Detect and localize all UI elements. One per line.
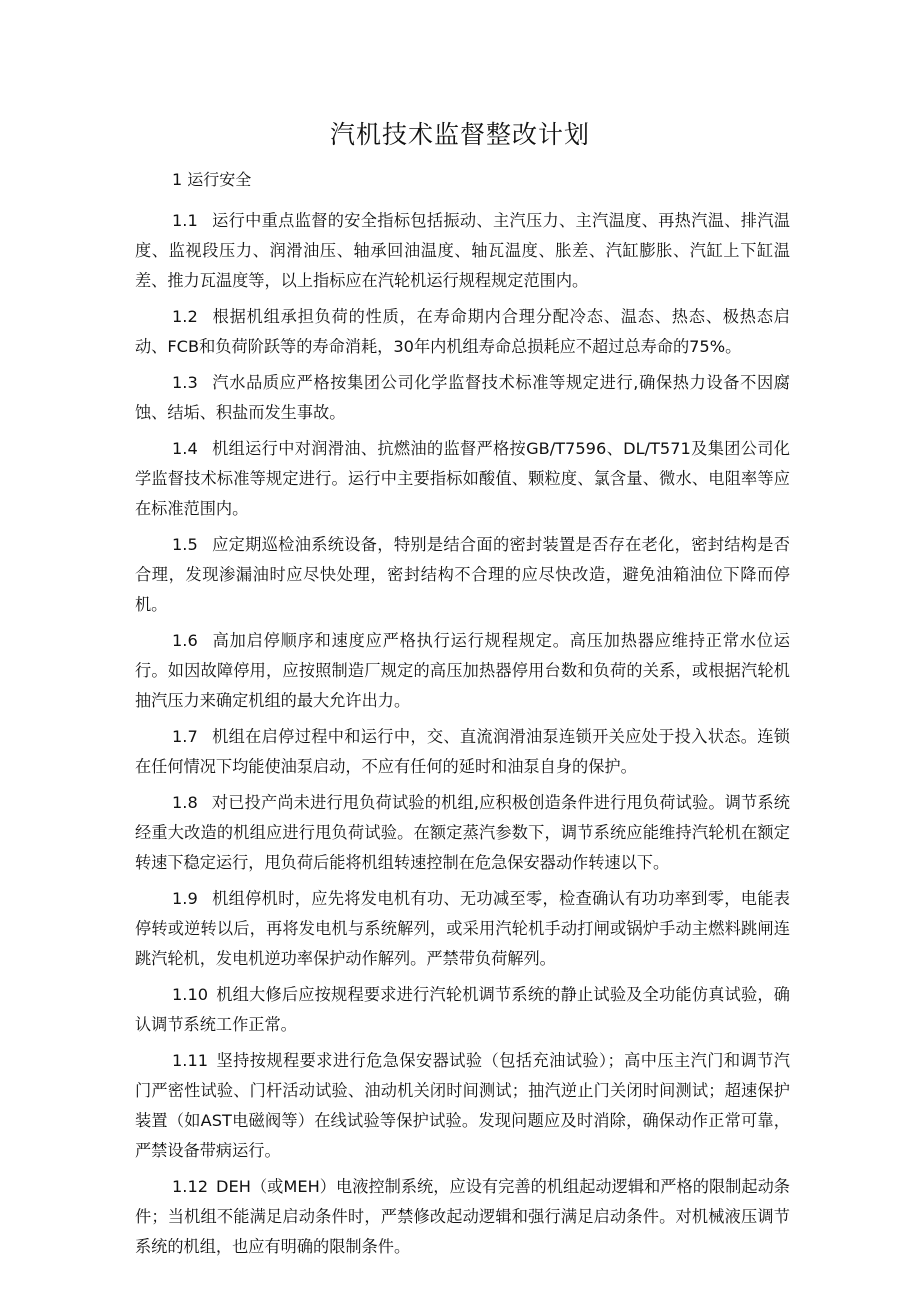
paragraph-number: 1.1 xyxy=(172,211,198,230)
paragraph-number: 1.6 xyxy=(172,631,198,650)
paragraph-text: 根据机组承担负荷的性质，在寿命期内合理分配冷态、温态、热态、极热态启动、FCB和负荷阶跃等的寿命消耗，30年内机组寿命总损耗应不超过总寿命的75%。 xyxy=(135,307,790,356)
paragraph-text: 坚持按规程要求进行危急保安器试验（包括充油试验）；高中压主汽门和调节汽门严密性试验、门杆活动试验、油动机关闭时间测试；抽汽逆止门关闭时间测试；超速保护装置（如AST电磁阀等）在线试验等保护试验。发现问题应及时消除，确保动作正常可靠，严禁设备带病运行。 xyxy=(135,1051,790,1160)
document-title: 汽机技术监督整改计划 xyxy=(329,120,590,149)
paragraph-text: 机组大修后应按规程要求进行汽轮机调节系统的静止试验及全功能仿真试验，确认调节系统工作正常。 xyxy=(135,985,790,1034)
paragraph-number: 1.5 xyxy=(172,535,198,554)
paragraph-text: 对已投产尚未进行甩负荷试验的机组,应积极创造条件进行甩负荷试验。调节系统经重大改造的机组应进行甩负荷试验。在额定蒸汽参数下，调节系统应能维持汽轮机在额定转速下稳定运行，甩负荷后能将机组转速控制在危急保安器动作转速以下。 xyxy=(135,793,790,872)
paragraph xyxy=(135,884,790,974)
paragraph-number: 1.2 xyxy=(172,307,198,326)
paragraph xyxy=(135,434,790,524)
paragraph xyxy=(135,788,790,878)
paragraph xyxy=(135,302,790,362)
paragraph-number: 1.4 xyxy=(172,439,198,458)
paragraph-text: 应定期巡检油系统设备，特别是结合面的密封装置是否存在老化，密封结构是否合理，发现渗漏油时应尽快处理，密封结构不合理的应尽快改造，避免油箱油位下降而停机。 xyxy=(135,535,790,614)
paragraph xyxy=(135,1172,790,1262)
paragraph-number: 1.7 xyxy=(172,727,198,746)
paragraph xyxy=(135,530,790,620)
paragraph xyxy=(135,980,790,1040)
paragraph-text: 机组停机时，应先将发电机有功、无功减至零，检查确认有功功率到零，电能表停转或逆转以后，再将发电机与系统解列，或采用汽轮机手动打闸或锅炉手动主燃料跳闸连跳汽轮机，发电机逆功率保护动作解列。严禁带负荷解列。 xyxy=(135,889,790,968)
paragraph-number: 1.9 xyxy=(172,889,198,908)
paragraph-number: 1.12 xyxy=(172,1177,209,1196)
paragraph-text: 机组运行中对润滑油、抗燃油的监督严格按GB/T7596、DL/T571及集团公司化学监督技术标准等规定进行。运行中主要指标如酸值、颗粒度、氯含量、微水、电阻率等应在标准范围内。 xyxy=(135,439,790,518)
paragraph xyxy=(135,722,790,782)
paragraph-number: 1.3 xyxy=(172,373,198,392)
paragraph-text: 高加启停顺序和速度应严格执行运行规程规定。高压加热器应维持正常水位运行。如因故障停用，应按照制造厂规定的高压加热器停用台数和负荷的关系，或根据汽轮机抽汽压力来确定机组的最大允许出力。 xyxy=(135,631,790,710)
paragraph-number: 1.8 xyxy=(172,793,198,812)
document-body xyxy=(135,206,790,1268)
paragraph-text: DEH（或MEH）电液控制系统，应设有完善的机组起动逻辑和严格的限制起动条件；当机组不能满足启动条件时，严禁修改起动逻辑和强行满足启动条件。对机械液压调节系统的机组，也应有明确的限制条件。 xyxy=(135,1177,790,1256)
paragraph-number: 1.11 xyxy=(172,1051,209,1070)
paragraph-text: 运行中重点监督的安全指标包括振动、主汽压力、主汽温度、再热汽温、排汽温度、监视段压力、润滑油压、轴承回油温度、轴瓦温度、胀差、汽缸膨胀、汽缸上下缸温差、推力瓦温度等，以上指标应在汽轮机运行规程规定范围内。 xyxy=(135,211,790,290)
section-heading: 1 运行安全 xyxy=(172,170,252,189)
paragraph xyxy=(135,626,790,716)
paragraph-text: 机组在启停过程中和运行中，交、直流润滑油泵连锁开关应处于投入状态。连锁在任何情况下均能使油泵启动，不应有任何的延时和油泵自身的保护。 xyxy=(135,727,790,776)
paragraph xyxy=(135,206,790,296)
paragraph xyxy=(135,1046,790,1166)
paragraph xyxy=(135,368,790,428)
paragraph-text: 汽水品质应严格按集团公司化学监督技术标准等规定进行,确保热力设备不因腐蚀、结垢、积盐而发生事故。 xyxy=(135,373,790,422)
paragraph-number: 1.10 xyxy=(172,985,209,1004)
